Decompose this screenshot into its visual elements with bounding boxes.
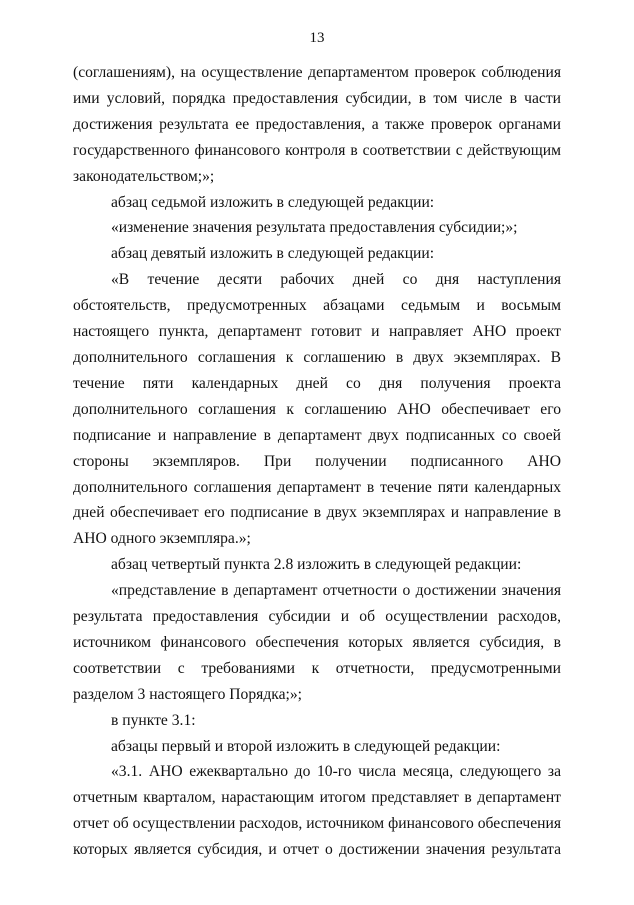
paragraph-4: абзац девятый изложить в следующей редакции: <box>111 245 435 263</box>
page-number: 13 <box>309 30 325 46</box>
paragraph-10: «3.1. АНО ежеквартально до 10-го числа месяца, следующего за отчетным кварталом, нарастающим итогом представляет в департамент отчет об осуществлении расходов, источником финансового обеспечения которых является субсидия, и отчет о достижении значения результата <box>73 763 561 859</box>
paragraph-1: (соглашениям), на осуществление департаментом проверок соблюдения ими условий, порядка предоставления субсидии, в том числе в части достижения результата ее предоставления, а также проверок органами государственного финансового контроля в соответствии с действующим законодательством;»; <box>73 64 561 185</box>
paragraph-6: абзац четвертый пункта 2.8 изложить в следующей редакции: <box>111 556 522 574</box>
document-body <box>73 60 561 863</box>
paragraph-5: «В течение десяти рабочих дней со дня наступления обстоятельств, предусмотренных абзацами седьмым и восьмым настоящего пункта, департамент готовит и направляет АНО проект дополнительного соглашения к соглашению в двух экземплярах. В течение пяти календарных дней со дня получения проекта дополнительного соглашения к соглашению АНО обеспечивает его подписание и направление в департамент двух подписанных со своей стороны экземпляров. При получении подписанного АНО дополнительного соглашения департамент в течение пяти календарных дней обеспечивает его подписание в двух экземплярах и направление в АНО одного экземпляра.»; <box>73 271 561 548</box>
paragraph-3: «изменение значения результата предоставления субсидии;»; <box>111 219 518 237</box>
paragraph-7: «представление в департамент отчетности о достижении значения результата предоставления субсидии и об осуществлении расходов, источником финансового обеспечения которых является субсидия, в соответствии с требованиями к отчетности, предусмотренными разделом 3 настоящего Порядка;»; <box>73 582 561 703</box>
paragraph-2: абзац седьмой изложить в следующей редакции: <box>111 193 435 211</box>
paragraph-8: в пункте 3.1: <box>111 711 196 729</box>
paragraph-9: абзацы первый и второй изложить в следующей редакции: <box>111 737 501 755</box>
